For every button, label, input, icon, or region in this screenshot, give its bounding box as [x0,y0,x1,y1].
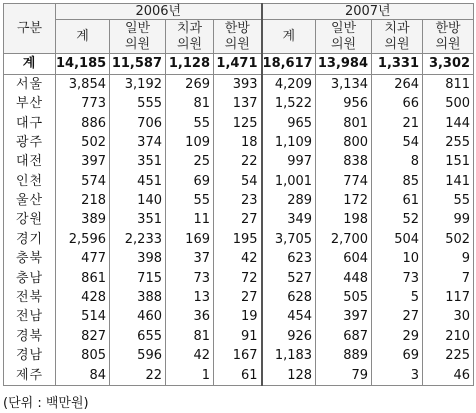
value-cell: 144 [423,113,474,132]
value-cell: 774 [316,172,372,191]
value-cell: 374 [110,133,166,152]
value-cell: 5 [372,288,423,307]
value-cell: 388 [110,288,166,307]
unit-note: (단위 : 백만원) [3,396,89,411]
table-row [4,113,474,132]
region-label: 경남 [4,346,56,365]
subcol-header: 일반 의원 [316,20,372,54]
value-cell: 502 [423,230,474,249]
value-cell: 505 [316,288,372,307]
value-cell: 801 [316,113,372,132]
value-cell: 389 [56,210,110,229]
value-cell: 73 [372,268,423,287]
value-cell: 811 [423,74,474,94]
value-cell: 715 [110,268,166,287]
value-cell: 397 [316,307,372,326]
value-cell: 351 [110,210,166,229]
value-cell: 1,331 [372,54,423,75]
table-row [4,152,474,171]
value-cell: 140 [110,191,166,210]
value-cell: 1 [166,365,214,385]
value-cell: 4,209 [262,74,316,94]
region-label: 대구 [4,113,56,132]
value-cell: 109 [166,133,214,152]
value-cell: 596 [110,346,166,365]
table-row [4,94,474,113]
value-cell: 81 [166,327,214,346]
region-label: 전남 [4,307,56,326]
value-cell: 527 [262,268,316,287]
value-cell: 66 [372,94,423,113]
value-cell: 21 [372,113,423,132]
value-cell: 84 [56,365,110,385]
value-cell: 195 [214,230,262,249]
subcol-header: 치과 의원 [372,20,423,54]
value-cell: 55 [423,191,474,210]
value-cell: 99 [423,210,474,229]
table-row [4,327,474,346]
value-cell: 628 [262,288,316,307]
value-cell: 55 [166,113,214,132]
value-cell: 73 [166,268,214,287]
table-row [4,210,474,229]
value-cell: 1,522 [262,94,316,113]
region-label: 대전 [4,152,56,171]
value-cell: 54 [214,172,262,191]
value-cell: 117 [423,288,474,307]
value-cell: 805 [56,346,110,365]
value-cell: 18,617 [262,54,316,75]
value-cell: 29 [372,327,423,346]
value-cell: 574 [56,172,110,191]
value-cell: 3,192 [110,74,166,94]
value-cell: 886 [56,113,110,132]
value-cell: 9 [423,249,474,268]
table-row [4,288,474,307]
value-cell: 861 [56,268,110,287]
value-cell: 1,109 [262,133,316,152]
value-cell: 477 [56,249,110,268]
value-cell: 81 [166,94,214,113]
value-cell: 965 [262,113,316,132]
value-cell: 27 [214,210,262,229]
group-header: 구분 [4,4,56,54]
region-label: 계 [4,54,56,75]
value-cell: 773 [56,94,110,113]
value-cell: 27 [372,307,423,326]
value-cell: 27 [214,288,262,307]
region-label: 경북 [4,327,56,346]
value-cell: 398 [110,249,166,268]
value-cell: 85 [372,172,423,191]
value-cell: 72 [214,268,262,287]
value-cell: 54 [372,133,423,152]
value-cell: 1,128 [166,54,214,75]
value-cell: 2,233 [110,230,166,249]
table-row [4,249,474,268]
value-cell: 1,471 [214,54,262,75]
value-cell: 555 [110,94,166,113]
value-cell: 61 [372,191,423,210]
value-cell: 151 [423,152,474,171]
value-cell: 22 [110,365,166,385]
value-cell: 69 [372,346,423,365]
value-cell: 3,854 [56,74,110,94]
value-cell: 460 [110,307,166,326]
value-cell: 167 [214,346,262,365]
value-cell: 393 [214,74,262,94]
value-cell: 225 [423,346,474,365]
value-cell: 956 [316,94,372,113]
value-cell: 22 [214,152,262,171]
table-row [4,365,474,385]
region-label: 제주 [4,365,56,385]
value-cell: 125 [214,113,262,132]
region-label: 광주 [4,133,56,152]
region-label: 서울 [4,74,56,94]
value-cell: 255 [423,133,474,152]
table-row [4,346,474,365]
value-cell: 451 [110,172,166,191]
value-cell: 687 [316,327,372,346]
value-cell: 926 [262,327,316,346]
value-cell: 623 [262,249,316,268]
value-cell: 3,705 [262,230,316,249]
subcol-header: 일반 의원 [110,20,166,54]
value-cell: 42 [166,346,214,365]
value-cell: 30 [423,307,474,326]
value-cell: 69 [166,172,214,191]
value-cell: 3,134 [316,74,372,94]
value-cell: 269 [166,74,214,94]
value-cell: 504 [372,230,423,249]
subcol-header: 계 [262,20,316,54]
value-cell: 838 [316,152,372,171]
value-cell: 11 [166,210,214,229]
value-cell: 36 [166,307,214,326]
value-cell: 1,001 [262,172,316,191]
value-cell: 2,596 [56,230,110,249]
value-cell: 2,700 [316,230,372,249]
table-row [4,74,474,94]
value-cell: 141 [423,172,474,191]
subcol-header: 계 [56,20,110,54]
value-cell: 264 [372,74,423,94]
value-cell: 210 [423,327,474,346]
value-cell: 3,302 [423,54,474,75]
value-cell: 19 [214,307,262,326]
region-label: 충남 [4,268,56,287]
value-cell: 655 [110,327,166,346]
subcol-header: 한방 의원 [423,20,474,54]
value-cell: 79 [316,365,372,385]
region-label: 부산 [4,94,56,113]
value-cell: 91 [214,327,262,346]
subcol-header: 치과 의원 [166,20,214,54]
value-cell: 13 [166,288,214,307]
value-cell: 351 [110,152,166,171]
value-cell: 706 [110,113,166,132]
value-cell: 23 [214,191,262,210]
subcol-header: 한방 의원 [214,20,262,54]
value-cell: 7 [423,268,474,287]
value-cell: 218 [56,191,110,210]
value-cell: 128 [262,365,316,385]
expenditure-table [3,3,474,386]
value-cell: 604 [316,249,372,268]
value-cell: 397 [56,152,110,171]
value-cell: 55 [166,191,214,210]
value-cell: 454 [262,307,316,326]
table-row [4,133,474,152]
region-label: 전북 [4,288,56,307]
region-label: 경기 [4,230,56,249]
value-cell: 13,984 [316,54,372,75]
value-cell: 14,185 [56,54,110,75]
value-cell: 502 [56,133,110,152]
value-cell: 448 [316,268,372,287]
value-cell: 827 [56,327,110,346]
region-label: 충북 [4,249,56,268]
value-cell: 46 [423,365,474,385]
value-cell: 428 [56,288,110,307]
value-cell: 500 [423,94,474,113]
value-cell: 349 [262,210,316,229]
year-header-2007: 2007년 [262,4,474,20]
value-cell: 25 [166,152,214,171]
value-cell: 169 [166,230,214,249]
year-header-2006: 2006년 [56,4,262,20]
region-label: 인천 [4,172,56,191]
total-row [4,54,474,75]
table-row [4,191,474,210]
value-cell: 289 [262,191,316,210]
value-cell: 514 [56,307,110,326]
value-cell: 11,587 [110,54,166,75]
value-cell: 800 [316,133,372,152]
value-cell: 172 [316,191,372,210]
value-cell: 37 [166,249,214,268]
value-cell: 889 [316,346,372,365]
value-cell: 1,183 [262,346,316,365]
table-row [4,307,474,326]
value-cell: 61 [214,365,262,385]
value-cell: 3 [372,365,423,385]
value-cell: 18 [214,133,262,152]
value-cell: 198 [316,210,372,229]
value-cell: 997 [262,152,316,171]
value-cell: 52 [372,210,423,229]
table-row [4,230,474,249]
value-cell: 10 [372,249,423,268]
value-cell: 137 [214,94,262,113]
region-label: 강원 [4,210,56,229]
value-cell: 42 [214,249,262,268]
value-cell: 8 [372,152,423,171]
region-label: 울산 [4,191,56,210]
table-row [4,268,474,287]
table-row [4,172,474,191]
